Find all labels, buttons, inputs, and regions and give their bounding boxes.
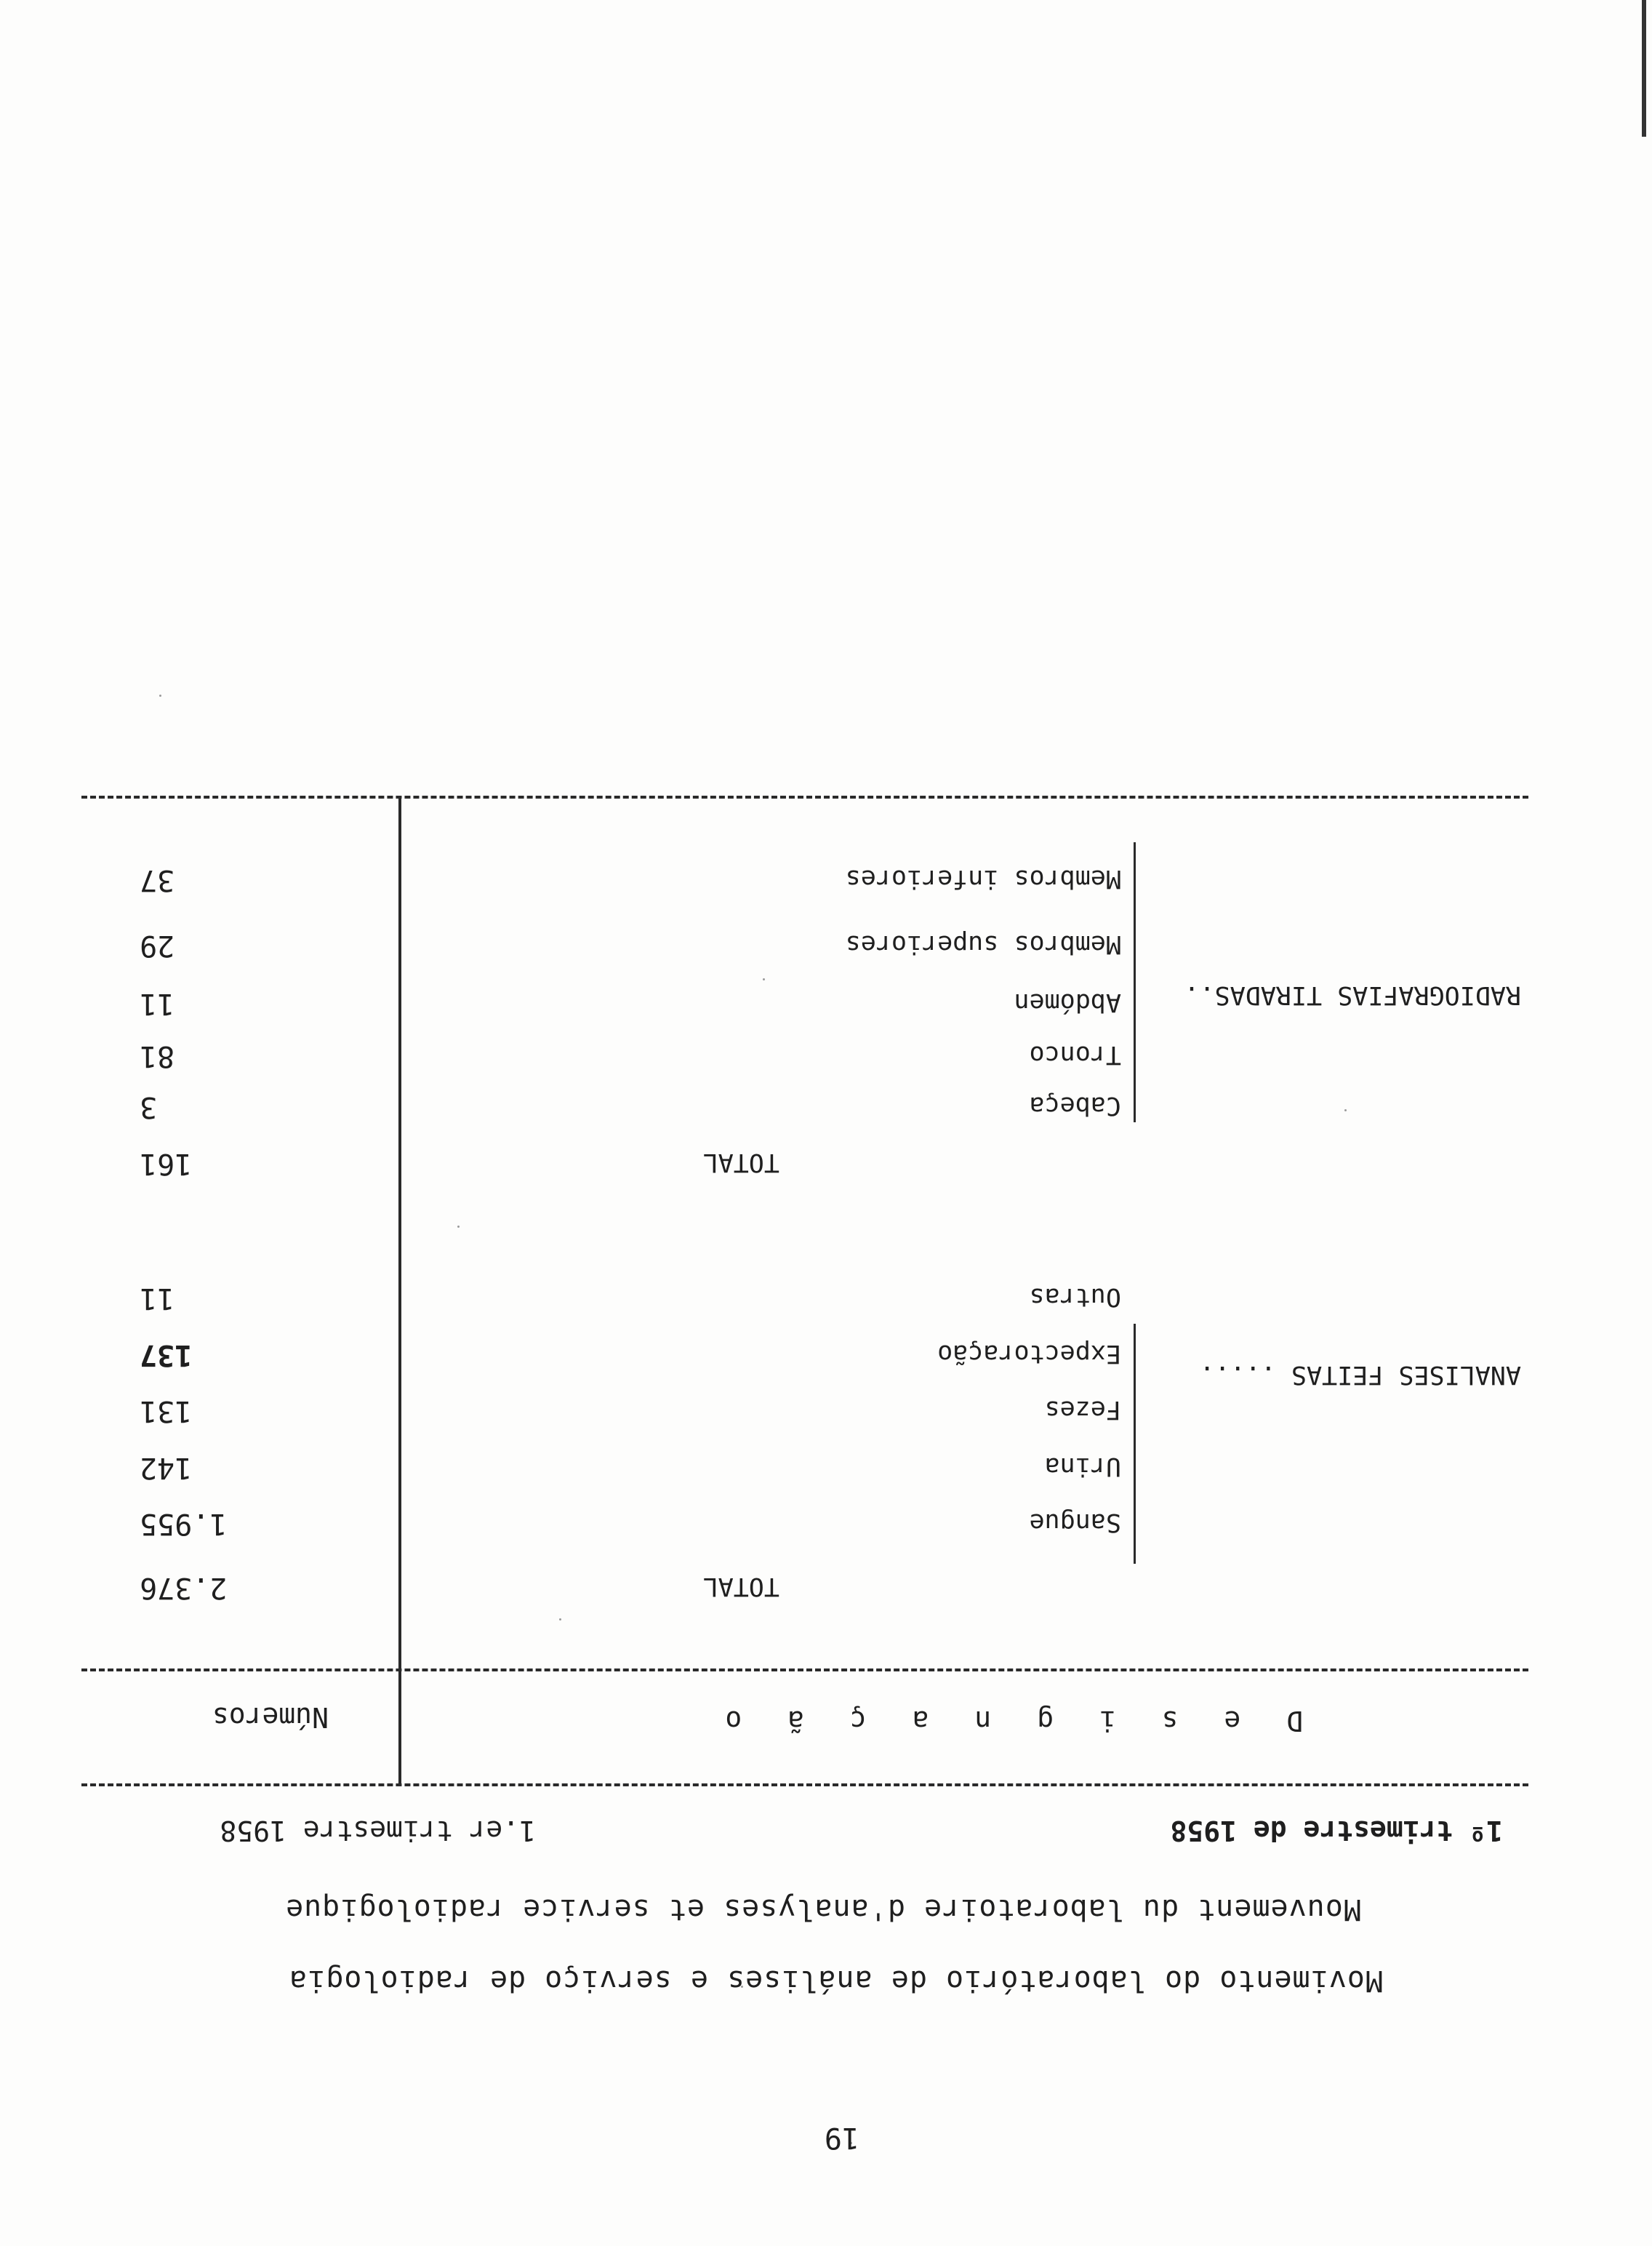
title-french: Mouvement du laboratoire d'analyses et service radiologique — [285, 1893, 1361, 1926]
radiographs-bracket — [1134, 842, 1136, 1122]
analyses-item-value: 131 — [140, 1394, 193, 1428]
radiographs-item-value: 37 — [140, 863, 175, 897]
scan-speck — [457, 1226, 460, 1228]
scan-speck — [159, 695, 161, 697]
analyses-total-value: 2.376 — [140, 1571, 228, 1604]
analyses-bracket — [1134, 1324, 1136, 1564]
analyses-item-value: 142 — [140, 1451, 193, 1484]
scan-speck — [559, 1618, 561, 1620]
radiographs-group-label: RADIOGRAFIAS TIRADAS.. — [1184, 980, 1521, 1010]
period-french: 1.er trimestre 1958 — [220, 1815, 536, 1847]
table-bottom-rule — [81, 796, 1528, 799]
radiographs-total-label: TOTAL — [702, 1148, 779, 1177]
table-top-rule — [81, 1783, 1528, 1786]
radiographs-item-label: Membros superiores — [845, 930, 1121, 959]
analyses-item-label: Expectoração — [937, 1339, 1121, 1368]
period-portuguese: 1º trimestre de 1958 — [1170, 1815, 1503, 1847]
table-column-divider — [398, 797, 401, 1786]
column-header-designation: D e s i g n a ç ã o — [710, 1705, 1303, 1737]
scan-speck — [763, 978, 765, 980]
radiographs-item-value: 3 — [140, 1090, 158, 1124]
radiographs-item-label: Cabeça — [1029, 1091, 1121, 1120]
table-header-rule — [81, 1668, 1528, 1671]
analyses-item-label: Urina — [1044, 1452, 1121, 1481]
radiographs-item-value: 81 — [140, 1039, 175, 1073]
analyses-total-label: TOTAL — [702, 1572, 779, 1601]
title-portuguese: Movimento do laboratório de análises e serviço de radiologia — [289, 1964, 1383, 1997]
radiographs-item-label: Membros inferiores — [845, 864, 1121, 893]
radiographs-item-value: 11 — [140, 987, 175, 1020]
radiographs-item-value: 29 — [140, 929, 175, 962]
column-header-numbers: Números — [212, 1701, 329, 1733]
analyses-item-label: Fezes — [1044, 1395, 1121, 1424]
analyses-group-label: ANALISES FEITAS ..... — [1199, 1360, 1521, 1389]
analyses-item-value: 11 — [140, 1282, 175, 1315]
radiographs-item-label: Abdómen — [1014, 988, 1121, 1017]
analyses-item-value: 137 — [140, 1338, 193, 1372]
page-number: 19 — [824, 2121, 859, 2154]
scan-edge — [1642, 0, 1646, 137]
radiographs-item-label: Tronco — [1029, 1040, 1121, 1069]
analyses-item-label: Outras — [1029, 1282, 1121, 1311]
analyses-item-value: 1.955 — [140, 1507, 228, 1540]
radiographs-total-value: 161 — [140, 1147, 193, 1180]
scan-speck — [1344, 1109, 1347, 1111]
analyses-item-label: Sangue — [1029, 1508, 1121, 1537]
